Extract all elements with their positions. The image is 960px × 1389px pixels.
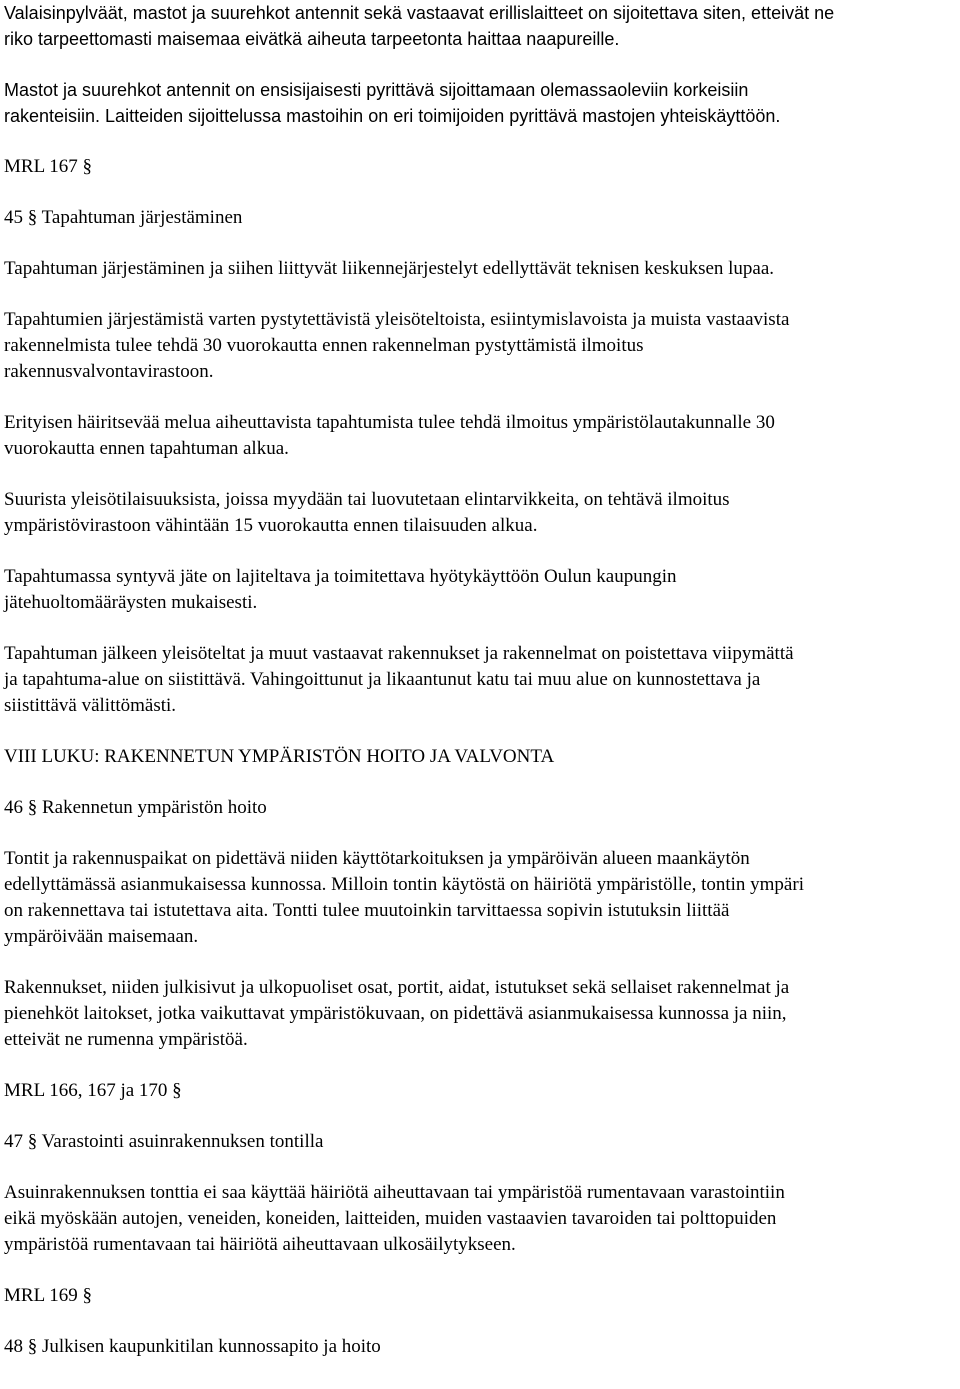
text-line: Erityisen häiritsevää melua aiheuttavista tapahtumista tulee tehdä ilmoitus ympäristölautakunnalle 30 — [4, 412, 775, 433]
text-line: pienehköt laitokset, jotka vaikuttavat ympäristökuvaan, on pidettävä asianmukaisessa kunnossa ja niin, — [4, 1003, 787, 1024]
text-line: VIII LUKU: RAKENNETUN YMPÄRISTÖN HOITO JA VALVONTA — [4, 746, 555, 767]
text-line: 48 § Julkisen kaupunkitilan kunnossapito ja hoito — [4, 1336, 381, 1357]
text-line: MRL 166, 167 ja 170 § — [4, 1080, 182, 1101]
law-reference — [4, 1078, 944, 1104]
text-line: jätehuoltomääräysten mukaisesti. — [4, 592, 258, 613]
text-line: on rakennettava tai istutettava aita. Tontti tulee muutoinkin tarvittaessa sopivin istutuksin liittää — [4, 900, 730, 921]
paragraph — [4, 846, 944, 950]
chapter-heading — [4, 744, 944, 770]
text-line: ympäröivään maisemaan. — [4, 926, 199, 947]
intro-paragraph-2 — [4, 77, 944, 129]
text-line: 45 § Tapahtuman järjestäminen — [4, 207, 243, 228]
text-line: MRL 169 § — [4, 1285, 92, 1306]
intro-paragraph-1 — [4, 0, 944, 52]
text-line: Valaisinpylväät, mastot ja suurehkot antennit sekä vastaavat erillislaitteet on sijoitettava siten, etteivät ne — [4, 3, 835, 23]
text-line: 47 § Varastointi asuinrakennuksen tontilla — [4, 1131, 324, 1152]
text-line: siistittävä välittömästi. — [4, 695, 177, 716]
text-line: rakennelmista tulee tehdä 30 vuorokautta ennen rakennelman pystyttämistä ilmoitus — [4, 335, 644, 356]
paragraph — [4, 641, 944, 719]
paragraph — [4, 487, 944, 539]
text-line: ja tapahtuma-alue on siistittävä. Vahingoittunut ja likaantunut katu tai muu alue on kunnostettava ja — [4, 669, 761, 690]
text-line: ympäristöä rumentavaan tai häiriötä aiheuttavaan ulkosäilytykseen. — [4, 1234, 516, 1255]
paragraph — [4, 564, 944, 616]
text-line: 46 § Rakennetun ympäristön hoito — [4, 797, 267, 818]
paragraph — [4, 307, 944, 385]
law-reference — [4, 154, 944, 180]
text-line: etteivät ne rumenna ympäristöä. — [4, 1029, 248, 1050]
text-line: vuorokautta ennen tapahtuman alkua. — [4, 438, 289, 459]
text-line: Tapahtuman jälkeen yleisöteltat ja muut vastaavat rakennukset ja rakennelmat on poistettava viipymättä — [4, 643, 794, 664]
text-line: edellyttämässä asianmukaisessa kunnossa. Milloin tontin käytöstä on häiriötä ympäristölle, tontin ympäri — [4, 874, 804, 895]
text-line: ympäristövirastoon vähintään 15 vuorokautta ennen tilaisuuden alkua. — [4, 515, 538, 536]
text-line: Suurista yleisötilaisuuksista, joissa myydään tai luovutetaan elintarvikkeita, on tehtävä ilmoitus — [4, 489, 730, 510]
text-line: Tapahtuman järjestäminen ja siihen liittyvät liikennejärjestelyt edellyttävät teknisen keskuksen lupaa. — [4, 258, 775, 279]
document-page — [4, 0, 944, 1385]
paragraph — [4, 410, 944, 462]
paragraph — [4, 975, 944, 1053]
text-line: Mastot ja suurehkot antennit on ensisijaisesti pyrittävä sijoittamaan olemassaoleviin korkeisiin — [4, 80, 749, 100]
text-line: Rakennukset, niiden julkisivut ja ulkopuoliset osat, portit, aidat, istutukset sekä sellaiset rakennelmat ja — [4, 977, 790, 998]
law-reference — [4, 1283, 944, 1309]
text-line: rakenteisiin. Laitteiden sijoittelussa mastoihin on eri toimijoiden pyrittävä mastojen yhteiskäyttöön. — [4, 106, 781, 126]
text-line: rakennusvalvontavirastoon. — [4, 361, 214, 382]
text-line: Tontit ja rakennuspaikat on pidettävä niiden käyttötarkoituksen ja ympäröivän alueen maankäytön — [4, 848, 750, 869]
text-line: Tapahtumien järjestämistä varten pystytettävistä yleisöteltoista, esiintymislavoista ja muista vastaavista — [4, 309, 790, 330]
section-heading-48 — [4, 1334, 944, 1360]
paragraph — [4, 256, 944, 282]
text-line: eikä myöskään autojen, veneiden, koneiden, laitteiden, muiden vastaavien tavaroiden tai polttopuiden — [4, 1208, 777, 1229]
section-heading-47 — [4, 1129, 944, 1155]
paragraph — [4, 1180, 944, 1258]
section-heading-45 — [4, 205, 944, 231]
text-line: Tapahtumassa syntyvä jäte on lajiteltava ja toimitettava hyötykäyttöön Oulun kaupungin — [4, 566, 677, 587]
text-line: riko tarpeettomasti maisemaa eivätkä aiheuta tarpeetonta haittaa naapureille. — [4, 29, 620, 49]
section-heading-46 — [4, 795, 944, 821]
text-line: Asuinrakennuksen tonttia ei saa käyttää häiriötä aiheuttavaan tai ympäristöä rumentavaan varastointiin — [4, 1182, 785, 1203]
text-line: MRL 167 § — [4, 156, 92, 177]
